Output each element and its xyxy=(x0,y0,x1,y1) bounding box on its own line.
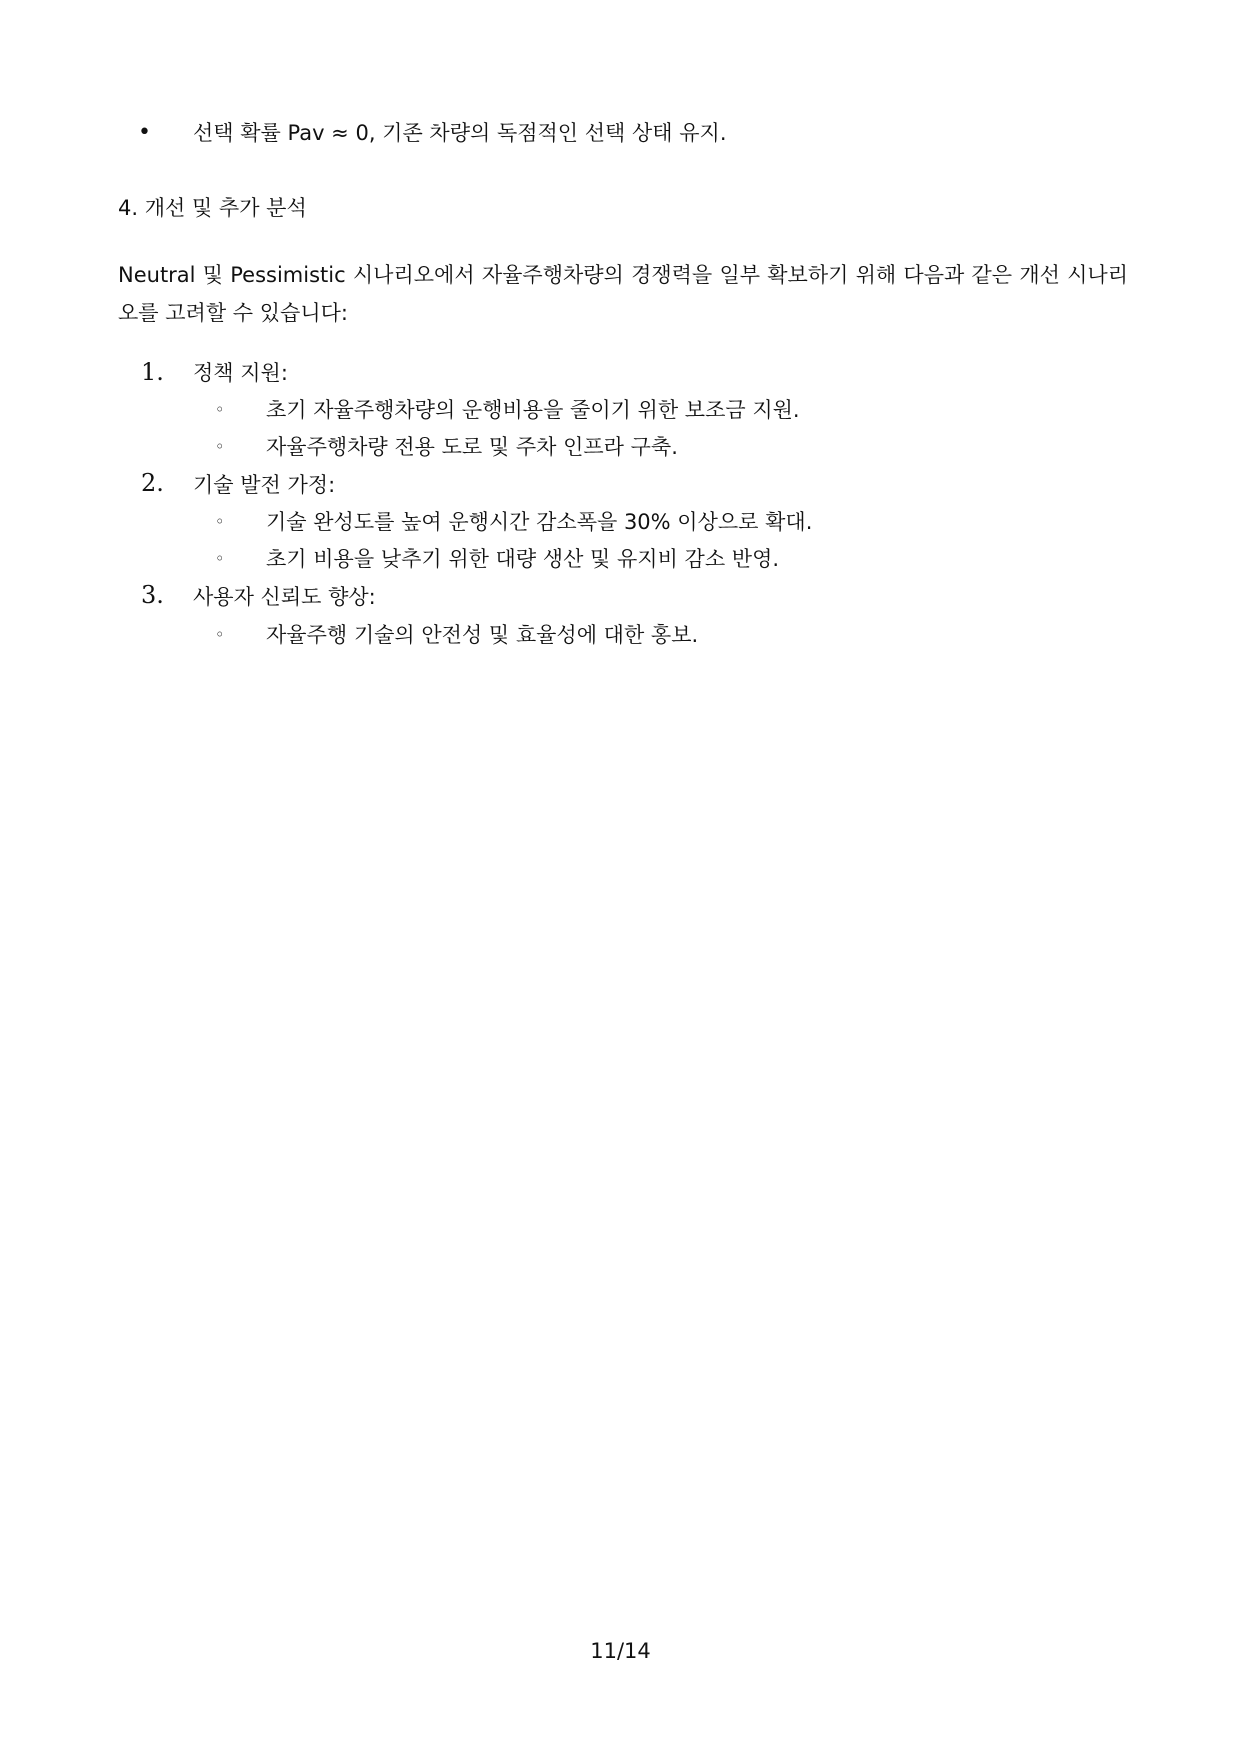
list-item-title: 사용자 신뢰도 향상: xyxy=(193,585,376,609)
list-item-title: 기술 발전 가정: xyxy=(193,473,336,497)
sub-bullet-marker: ◦ xyxy=(215,549,225,568)
sub-list-item: 자율주행 기술의 안전성 및 효율성에 대한 홍보. xyxy=(266,623,699,647)
page-number: 11/14 xyxy=(590,1639,651,1663)
sub-list-item: 기술 완성도를 높여 운행시간 감소폭을 30% 이상으로 확대. xyxy=(266,510,813,534)
sub-list-item: 초기 자율주행차량의 운행비용을 줄이기 위한 보조금 지원. xyxy=(266,398,800,422)
sub-list-item: 초기 비용을 낮추기 위한 대량 생산 및 유지비 감소 반영. xyxy=(266,547,780,571)
sub-list-item: 자율주행차량 전용 도로 및 주차 인프라 구축. xyxy=(266,435,678,459)
sub-bullet-marker: ◦ xyxy=(215,437,225,456)
list-number: 2. xyxy=(141,469,164,497)
intro-paragraph: Neutral 및 Pessimistic 시나리오에서 자율주행차량의 경쟁력을 일부 확보하기 위해 다음과 같은 개선 시나리오를 고려할 수 있습니다: xyxy=(118,263,1128,325)
list-number: 1. xyxy=(141,358,164,386)
sub-bullet-marker: ◦ xyxy=(215,400,225,419)
bullet-text: 선택 확률 Pav ≈ 0, 기존 차량의 독점적인 선택 상태 유지. xyxy=(193,121,727,145)
list-item-title: 정책 지원: xyxy=(193,361,288,385)
sub-bullet-marker: ◦ xyxy=(215,512,225,531)
bullet-marker: • xyxy=(138,120,151,145)
sub-bullet-marker: ◦ xyxy=(215,625,225,644)
list-number: 3. xyxy=(141,581,164,609)
section-heading: 4. 개선 및 추가 분석 xyxy=(118,196,307,220)
